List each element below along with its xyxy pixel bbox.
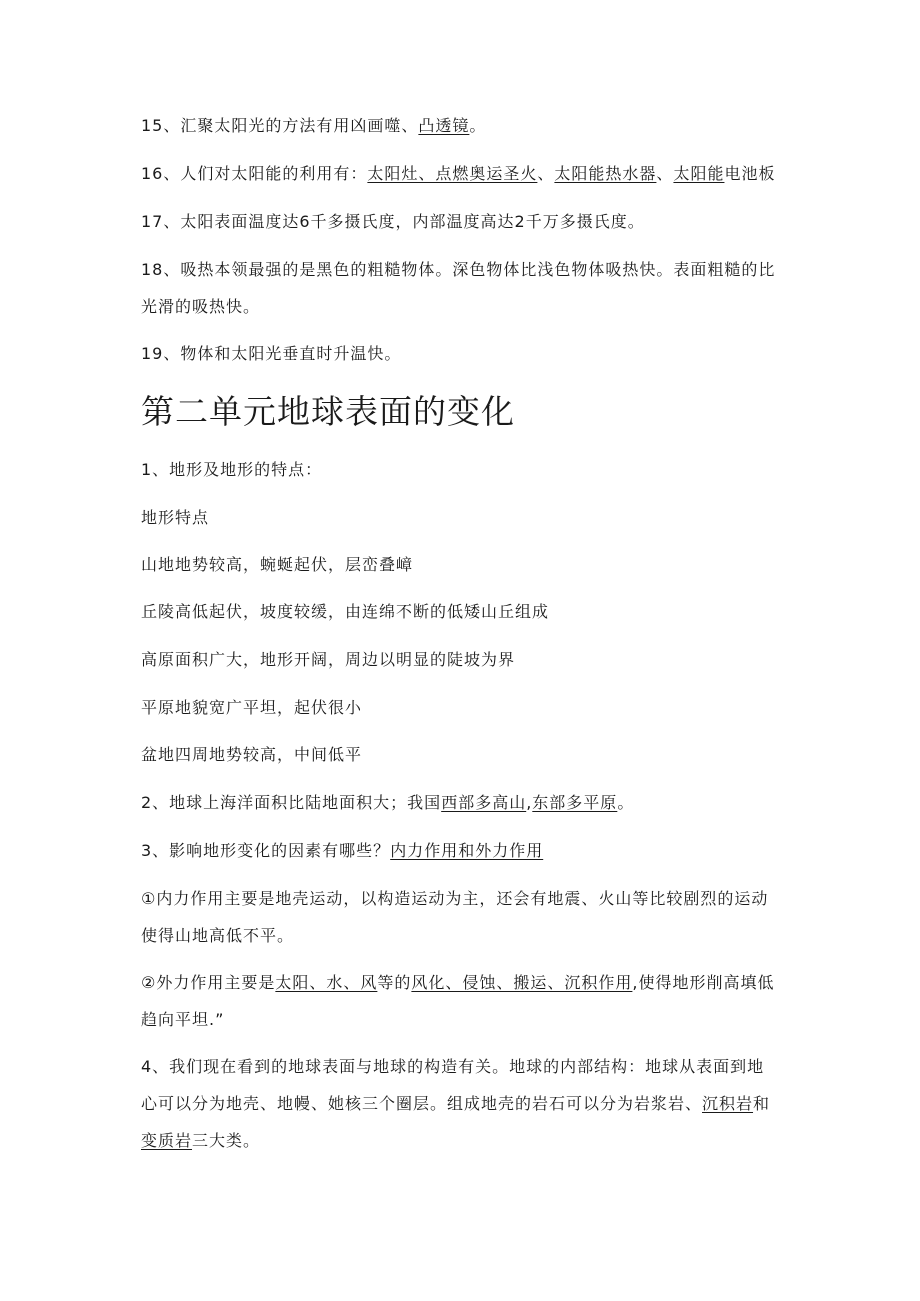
item-15: [141, 116, 486, 136]
section-2-end: 。: [617, 793, 635, 812]
section-3-1-line-1: ①内力作用主要是地壳运动，以构造运动为主，还会有地震、火山等比较剧烈的运动: [141, 889, 769, 908]
item-16-sep-2: 、: [656, 164, 674, 183]
terrain-header: 地形特点: [141, 508, 210, 527]
item-16: [141, 164, 775, 184]
item-16-end: 电池板: [724, 164, 776, 183]
unit-heading: 第二单元地球表面的变化: [141, 392, 515, 431]
item-18-line-2: 光滑的吸热快。: [141, 297, 261, 316]
section-3-answer: 内力作用和外力作用: [390, 841, 544, 860]
section-1: 1、地形及地形的特点：: [141, 460, 323, 479]
section-4-answer-sedimentary: 沉积岩: [702, 1094, 754, 1113]
item-16-sep-1: 、: [537, 164, 555, 183]
item-19: 19、物体和太阳光垂直时升温快。: [141, 344, 402, 363]
section-3-2-text: ②外力作用主要是: [141, 973, 276, 992]
section-2-answer-east: 东部多平原: [532, 793, 618, 812]
item-16-text: 16、人们对太阳能的利用有：: [141, 164, 368, 183]
section-3-1-line-2: 使得山地高低不平。: [141, 926, 295, 945]
terrain-item-hills: 丘陵高低起伏，坡度较缓，由连绵不断的低矮山丘组成: [141, 602, 550, 621]
section-4-line-1: 4、我们现在看到的地球表面与地球的构造有关。地球的内部结构：地球从表面到地: [141, 1057, 765, 1076]
section-4-answer-metamorphic: 变质岩: [141, 1131, 193, 1150]
item-15-text: 15、汇聚太阳光的方法有用凶画噬、: [141, 116, 419, 135]
section-3-2-mid: 等的: [377, 973, 412, 992]
section-4-text: 心可以分为地壳、地幔、她核三个圈层。组成地壳的岩石可以分为岩浆岩、: [141, 1094, 703, 1113]
section-3-question: 3、影响地形变化的因素有哪些？: [141, 841, 391, 860]
section-2-answer-west: 西部多高山: [441, 793, 527, 812]
terrain-item-plain: 平原地貌宽广平坦，起伏很小: [141, 698, 363, 717]
section-4-line-2: [141, 1094, 770, 1114]
section-3-2-end: ,使得地形削高填低: [632, 973, 775, 992]
section-4-line-3: [141, 1131, 260, 1151]
terrain-item-mountain: 山地地势较高，蜿蜒起伏，层峦叠嶂: [141, 555, 414, 574]
item-15-underlined-answer: 凸透镜: [418, 116, 470, 135]
item-17: 17、太阳表面温度达6千多摄氏度，内部温度高达2千万多摄氏度。: [141, 212, 645, 231]
item-16-answer-2: 太阳能热水器: [554, 164, 657, 183]
item-16-answer-1: 太阳灶、点燃奥运圣火: [367, 164, 538, 183]
section-4-and: 和: [753, 1094, 771, 1113]
item-16-answer-3: 太阳能: [673, 164, 725, 183]
terrain-item-plateau: 高原面积广大，地形开阔，周边以明显的陡坡为界: [141, 650, 516, 669]
terrain-item-basin: 盆地四周地势较高，中间低平: [141, 745, 363, 764]
section-3-2-line-1: [141, 973, 775, 993]
item-18-line-1: 18、吸热本领最强的是黑色的粗糙物体。深色物体比浅色物体吸热快。表面粗糙的比: [141, 260, 776, 279]
section-2: [141, 793, 634, 813]
section-3-2-answer-forces: 太阳、水、风: [275, 973, 378, 992]
item-15-end: 。: [469, 116, 487, 135]
section-3-2-line-2: 趋向平坦.”: [141, 1010, 225, 1029]
section-2-text: 2、地球上海洋面积比陆地面积大；我国: [141, 793, 442, 812]
section-3: [141, 841, 543, 861]
section-3-2-answer-processes: 风化、侵蚀、搬运、沉积作用: [411, 973, 633, 992]
section-4-end: 三大类。: [192, 1131, 261, 1150]
section-2-sep: ,: [526, 793, 533, 812]
